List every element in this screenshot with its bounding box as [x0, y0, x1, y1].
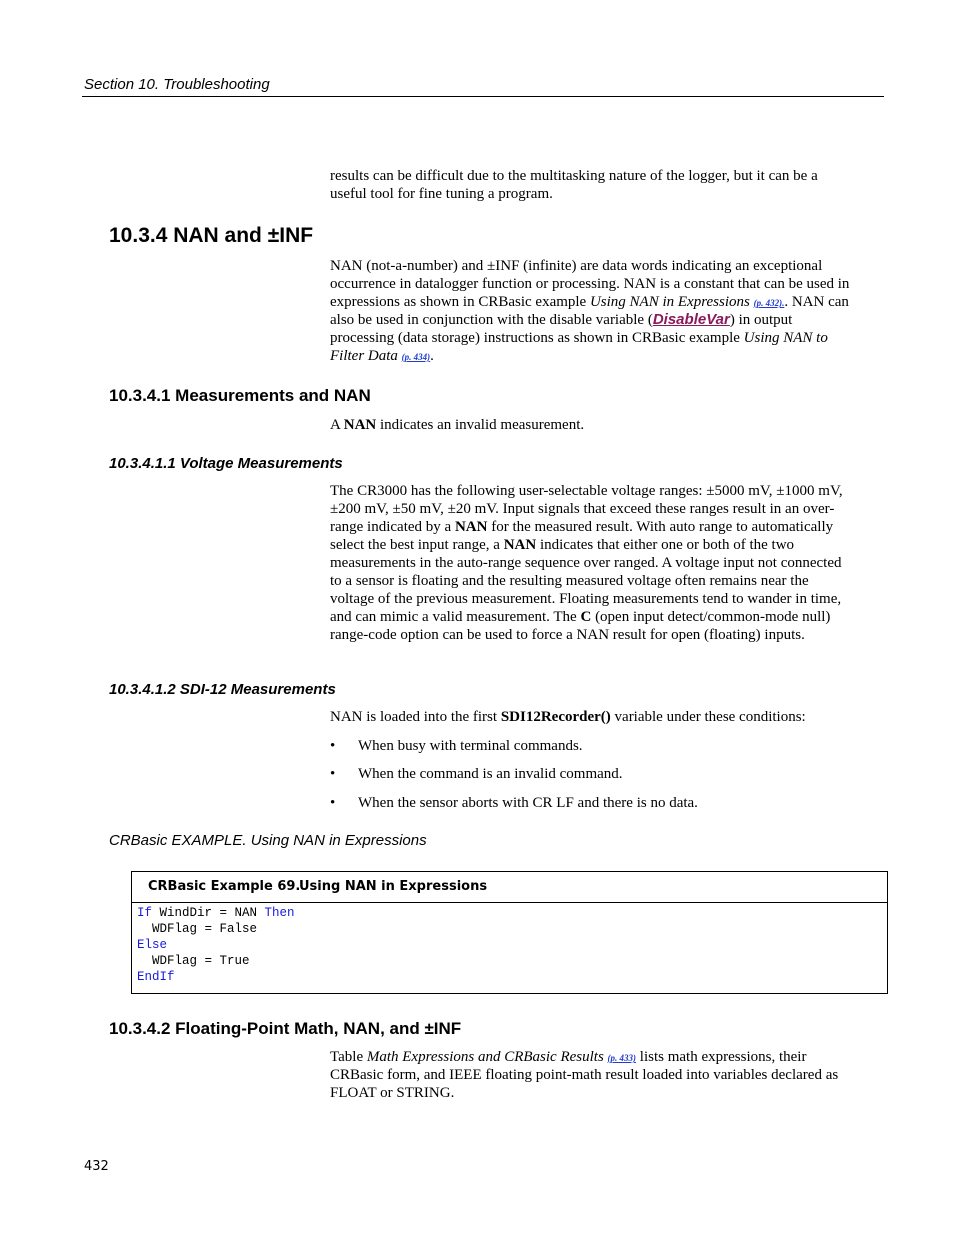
voltage-nan-2: NAN — [503, 537, 537, 553]
sdi12-text-a: NAN is loaded into the first — [330, 709, 501, 725]
keyword-if: If — [137, 906, 153, 920]
nan-inf-text-2: . NAN can also be used in conjunction with the disable variable ( — [330, 294, 849, 328]
list-item-text: When the sensor aborts with CR LF and there is no data. — [358, 795, 698, 811]
nan-bold: NAN — [343, 417, 377, 433]
section-title-10-3-4-2: 10.3.4.2 Floating-Point Math, NAN, and ±INF — [109, 1019, 462, 1038]
float-math-paragraph — [330, 1048, 850, 1102]
code-example-header — [132, 872, 887, 903]
voltage-text-1: The CR3000 has the following user-selectable voltage ranges: ±5000 mV, ±1000 mV, ±200 mV, ±50 mV, ±20 mV. Input signals that exceed these ranges result in an over-range indicated by a — [330, 483, 843, 535]
disablevar-link[interactable]: DisableVar — [652, 311, 730, 328]
xref-title-math-expressions: Math Expressions and CRBasic Results — [366, 1049, 604, 1065]
invalid-text-a: A — [330, 417, 344, 433]
nan-inf-text-3: ) in output processing (data storage) instructions as shown in CRBasic example — [330, 312, 793, 346]
bullet-icon: • — [330, 795, 336, 811]
example-caption: CRBasic EXAMPLE. Using NAN in Expressions — [109, 832, 427, 849]
header-rule — [82, 96, 884, 97]
voltage-text-3: indicates that either one or both of the two measurements in the auto-range sequence over ranged. A voltage input not connected to a sensor is floating and the resulting measured voltage often remains near the voltage of the previous measurement. Floating measurements tend to wander in time, and can mimic a valid measurement. The — [330, 537, 842, 625]
list-item — [330, 765, 623, 783]
code-line-2: WDFlag = False — [137, 922, 258, 936]
intro-paragraph: results can be difficult due to the multitasking nature of the logger, but it can be a useful tool for fine tuning a program. — [330, 168, 818, 202]
code-example-label: CRBasic Example 69. — [148, 879, 301, 894]
section-title-10-3-4-1: 10.3.4.1 Measurements and NAN — [109, 386, 371, 405]
invalid-measurement-paragraph — [330, 416, 850, 434]
keyword-else: Else — [137, 938, 168, 952]
xref-page-433[interactable]: (p. 433) — [607, 1053, 637, 1063]
range-code-c: C — [580, 609, 592, 625]
nan-inf-paragraph — [330, 257, 850, 365]
xref-title-using-nan-to-filter-data: Using NAN to Filter Data — [330, 330, 828, 364]
section-title-10-3-4-1-2: 10.3.4.1.2 SDI-12 Measurements — [109, 681, 336, 698]
list-item-text: When the command is an invalid command. — [358, 766, 623, 782]
bullet-icon: • — [330, 738, 336, 754]
list-item — [330, 737, 583, 755]
keyword-then: Then — [264, 906, 295, 920]
xref-page-434[interactable]: (p. 434) — [401, 352, 431, 362]
section-title-10-3-4-1-1: 10.3.4.1.1 Voltage Measurements — [109, 455, 343, 472]
xref-title-using-nan-in-expressions: Using NAN in Expressions — [589, 294, 750, 310]
code-line-1: WindDir = NAN — [152, 906, 265, 920]
nan-inf-text-1: NAN (not-a-number) and ±INF (infinite) are data words indicating an exceptional occurrence in datalogger function or processing. NAN is a constant that can be used in expressions as shown in CRBasic example — [330, 258, 850, 310]
section-title-10-3-4: 10.3.4 NAN and ±INF — [109, 224, 314, 247]
voltage-paragraph — [330, 482, 850, 644]
float-text-a: Table — [330, 1049, 367, 1065]
voltage-text-2: for the measured result. With auto range to automatically select the best input range, a — [330, 519, 834, 553]
code-line-4: WDFlag = True — [137, 954, 250, 968]
voltage-nan-1: NAN — [454, 519, 488, 535]
code-block — [137, 905, 295, 985]
float-text-b: lists math expressions, their CRBasic form, and IEEE floating point-math result loaded into variables declared as FLOAT or STRING. — [330, 1049, 839, 1101]
sdi12recorder-instruction: SDI12Recorder() — [500, 709, 611, 725]
code-example-title: Using NAN in Expressions — [299, 879, 488, 894]
running-header: Section 10. Troubleshooting — [84, 76, 270, 93]
sdi12-text-b: variable under these conditions: — [610, 709, 806, 725]
list-item — [330, 794, 698, 812]
code-example-box — [131, 871, 888, 994]
sdi12-paragraph — [330, 708, 850, 726]
xref-page-432[interactable]: (p. 432). — [753, 298, 785, 308]
voltage-text-4: (open input detect/common-mode null) range-code option can be used to force a NAN result for open (floating) inputs. — [330, 609, 831, 643]
page-number: 432 — [84, 1159, 109, 1174]
nan-inf-text-4: . — [430, 348, 434, 364]
invalid-text-b: indicates an invalid measurement. — [376, 417, 585, 433]
list-item-text: When busy with terminal commands. — [358, 738, 583, 754]
bullet-icon: • — [330, 766, 336, 782]
keyword-endif: EndIf — [137, 970, 175, 984]
